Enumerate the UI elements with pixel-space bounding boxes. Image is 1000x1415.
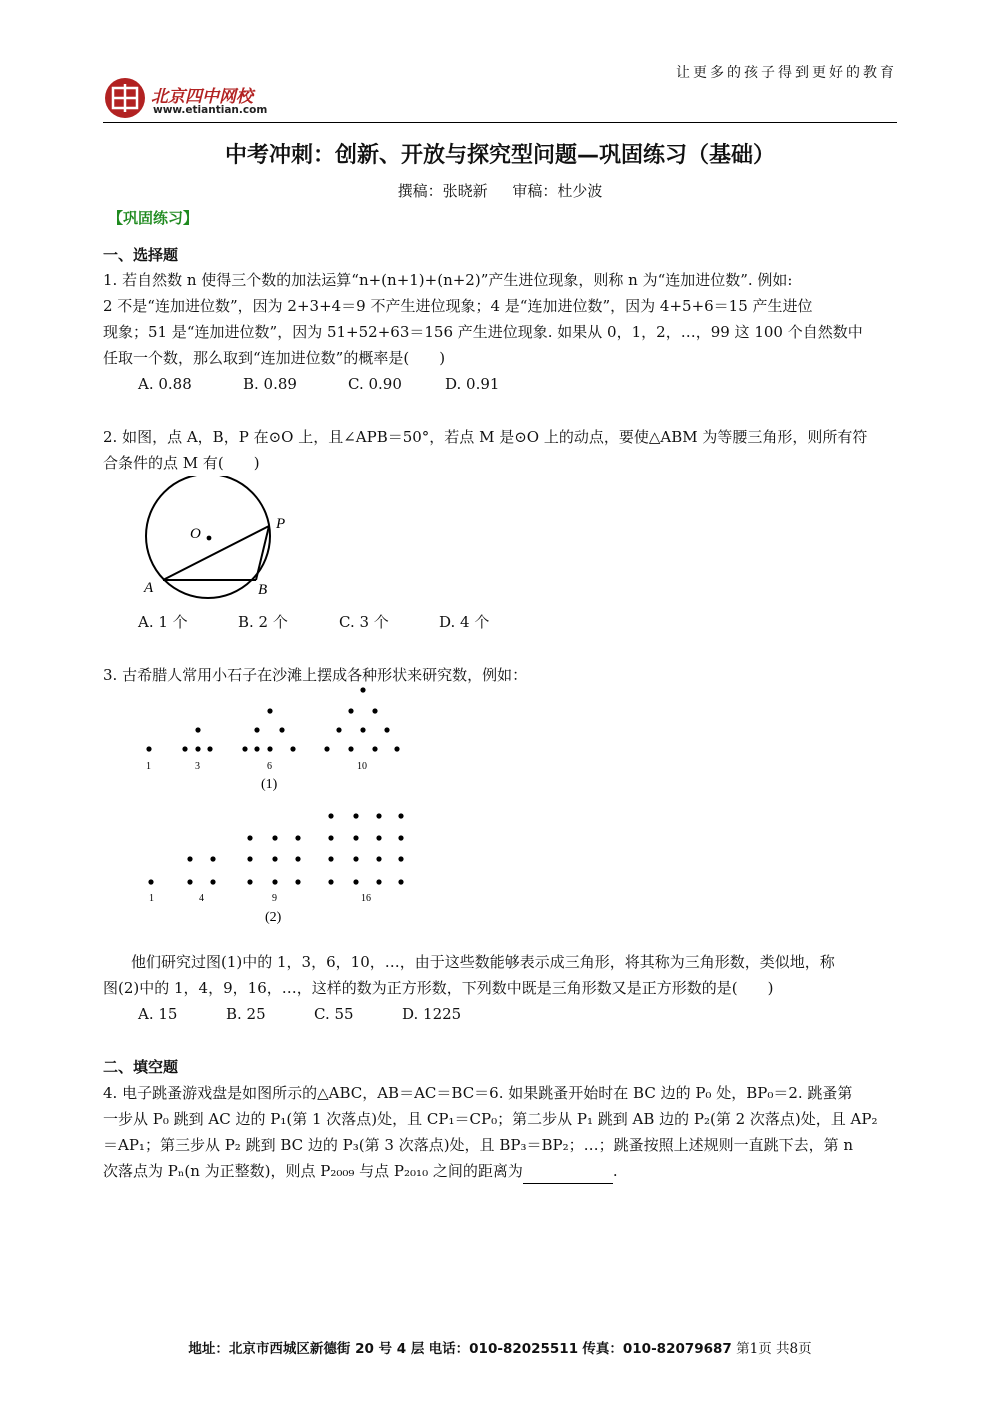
q3-line-3: 图(2)中的 1，4，9，16，…，这样的数为正方形数，下列数中既是三角形数又是正方形数的是( )	[103, 979, 774, 997]
q3-option-a: A. 15	[138, 1005, 178, 1023]
count-label-1: 1	[146, 761, 151, 772]
q3-line-2: 他们研究过图(1)中的 1，3，6，10，…，由于这些数能够表示成三角形，将其称为三角形数，类似地，称	[131, 953, 835, 971]
q2-options	[138, 611, 539, 632]
q2-line-1: 2. 如图，点 A，B，P 在⊙O 上，且∠APB＝50°，若点 M 是⊙O 上的动点，要使△ABM 为等腰三角形，则所有符	[103, 428, 868, 446]
footer-address: 北京市西城区新德街 20 号 4 层	[228, 1341, 425, 1357]
footer-fax: 010-82079687	[622, 1341, 732, 1357]
author-line	[0, 180, 1000, 201]
segment-ap	[163, 526, 269, 580]
q1-line-4: 任取一个数，那么取到“连加进位数”的概率是( )	[103, 349, 446, 367]
q1-option-a: A. 0.88	[138, 375, 192, 393]
page-footer	[0, 1337, 1000, 1357]
q3-option-d: D. 1225	[402, 1005, 462, 1023]
q4-line-4	[103, 1158, 897, 1184]
q4-line-4-end: .	[612, 1162, 618, 1180]
section-fill-heading: 二、填空题	[103, 1058, 179, 1076]
section-choice-heading: 一、选择题	[103, 246, 179, 264]
q3-option-b: B. 25	[226, 1005, 266, 1023]
q1-line-2: 2 不是“连加进位数”，因为 2+3+4＝9 不产生进位现象；4 是“连加进位数”，因为 4+5+6＝15 产生进位	[103, 297, 813, 315]
logo-url: www.etiantian.com	[153, 104, 268, 116]
label-p: P	[276, 516, 286, 532]
q1-option-c: C. 0.90	[348, 375, 402, 393]
square-pattern-16	[328, 813, 403, 884]
center-point-o	[207, 536, 212, 541]
section-tag: 【巩固练习】	[108, 209, 199, 227]
q1-line-1: 1. 若自然数 n 使得三个数的加法运算“n+(n+1)+(n+2)”产生进位现象，则称 n 为“连加进位数”. 例如:	[103, 271, 793, 289]
dot-pattern-1	[146, 746, 151, 751]
page-title: 中考冲刺：创新、开放与探究型问题—巩固练习（基础）	[224, 143, 775, 168]
square-numbers-figure	[135, 806, 425, 931]
school-logo	[103, 76, 283, 122]
square-pattern-9	[247, 835, 300, 884]
count-label-3: 3	[195, 761, 200, 772]
footer-phone: 010-82025511	[469, 1341, 579, 1357]
q4-line-4-text: 次落点为 Pₙ(n 为正整数)，则点 P₂₀₀₉ 与点 P₂₀₁₀ 之间的距离为	[103, 1162, 523, 1180]
writer: 撰稿：张晓新	[397, 182, 488, 200]
q4-line-1: 4. 电子跳蚤游戏盘是如图所示的△ABC，AB＝AC＝BC＝6. 如果跳蚤开始时在 BC 边的 P₀ 处，BP₀＝2. 跳蚤第	[103, 1084, 853, 1102]
q1-line-3: 现象；51 是“连加进位数”，因为 51+52+63＝156 产生进位现象. 如果从 0，1，2，…，99 这 100 个自然数中	[103, 323, 863, 341]
fig1-caption: (1)	[261, 777, 278, 792]
q2-option-a: A. 1 个	[138, 613, 188, 631]
q2-option-d: D. 4 个	[439, 613, 490, 631]
count-label-6: 6	[267, 761, 272, 772]
triangle-numbers-figure	[135, 680, 425, 795]
footer-address-label: 地址：	[188, 1341, 229, 1357]
dot-pattern-10	[324, 687, 399, 751]
q3-body	[103, 949, 897, 1001]
footer-page-number: 第1页	[736, 1341, 772, 1357]
square-pattern-1	[148, 879, 153, 884]
question-4	[103, 1080, 897, 1184]
q1-option-b: B. 0.89	[243, 375, 297, 393]
circle-figure	[138, 476, 298, 601]
label-a: A	[144, 580, 154, 596]
q2-line-2: 合条件的点 M 有( )	[103, 454, 260, 472]
footer-total-pages: 共8页	[776, 1341, 812, 1357]
footer-phone-label: 电话：	[428, 1341, 470, 1357]
q4-line-2: 一步从 P₀ 跳到 AC 边的 P₁(第 1 次落点)处，且 CP₁＝CP₀；第二步从 P₁ 跳到 AB 边的 P₂(第 2 次落点)处，且 AP₂	[103, 1110, 878, 1128]
square-pattern-4	[187, 856, 215, 884]
square-label-4: 4	[199, 893, 204, 904]
header-slogan: 让更多的孩子得到更好的教育	[676, 65, 897, 81]
question-2	[103, 424, 897, 476]
q4-line-3: ＝AP₁；第三步从 P₂ 跳到 BC 边的 P₃(第 3 次落点)处，且 BP₃＝BP₂；…；跳蚤按照上述规则一直跳下去，第 n	[103, 1136, 854, 1154]
q1-options	[138, 375, 545, 393]
q2-option-b: B. 2 个	[238, 613, 288, 631]
count-label-10: 10	[357, 761, 367, 772]
header-rule	[103, 122, 897, 123]
q1-option-d: D. 0.91	[445, 375, 500, 393]
q2-option-c: C. 3 个	[339, 613, 389, 631]
fig2-caption: (2)	[265, 910, 282, 925]
footer-fax-label: 传真：	[582, 1341, 623, 1357]
reviewer: 审稿：杜少波	[512, 182, 603, 200]
dot-pattern-3	[182, 727, 212, 751]
q3-options	[138, 1005, 502, 1023]
question-1	[103, 267, 897, 371]
label-b: B	[258, 582, 268, 598]
dot-pattern-6	[242, 708, 295, 751]
answer-blank[interactable]	[523, 1169, 613, 1184]
square-label-9: 9	[272, 893, 277, 904]
label-o: O	[190, 526, 201, 542]
q3-line-1: 3. 古希腊人常用小石子在沙滩上摆成各种形状来研究数，例如：	[103, 666, 528, 684]
square-label-16: 16	[361, 893, 371, 904]
square-label-1: 1	[149, 893, 154, 904]
logo-name: 北京四中网校	[151, 87, 253, 107]
q3-option-c: C. 55	[314, 1005, 354, 1023]
